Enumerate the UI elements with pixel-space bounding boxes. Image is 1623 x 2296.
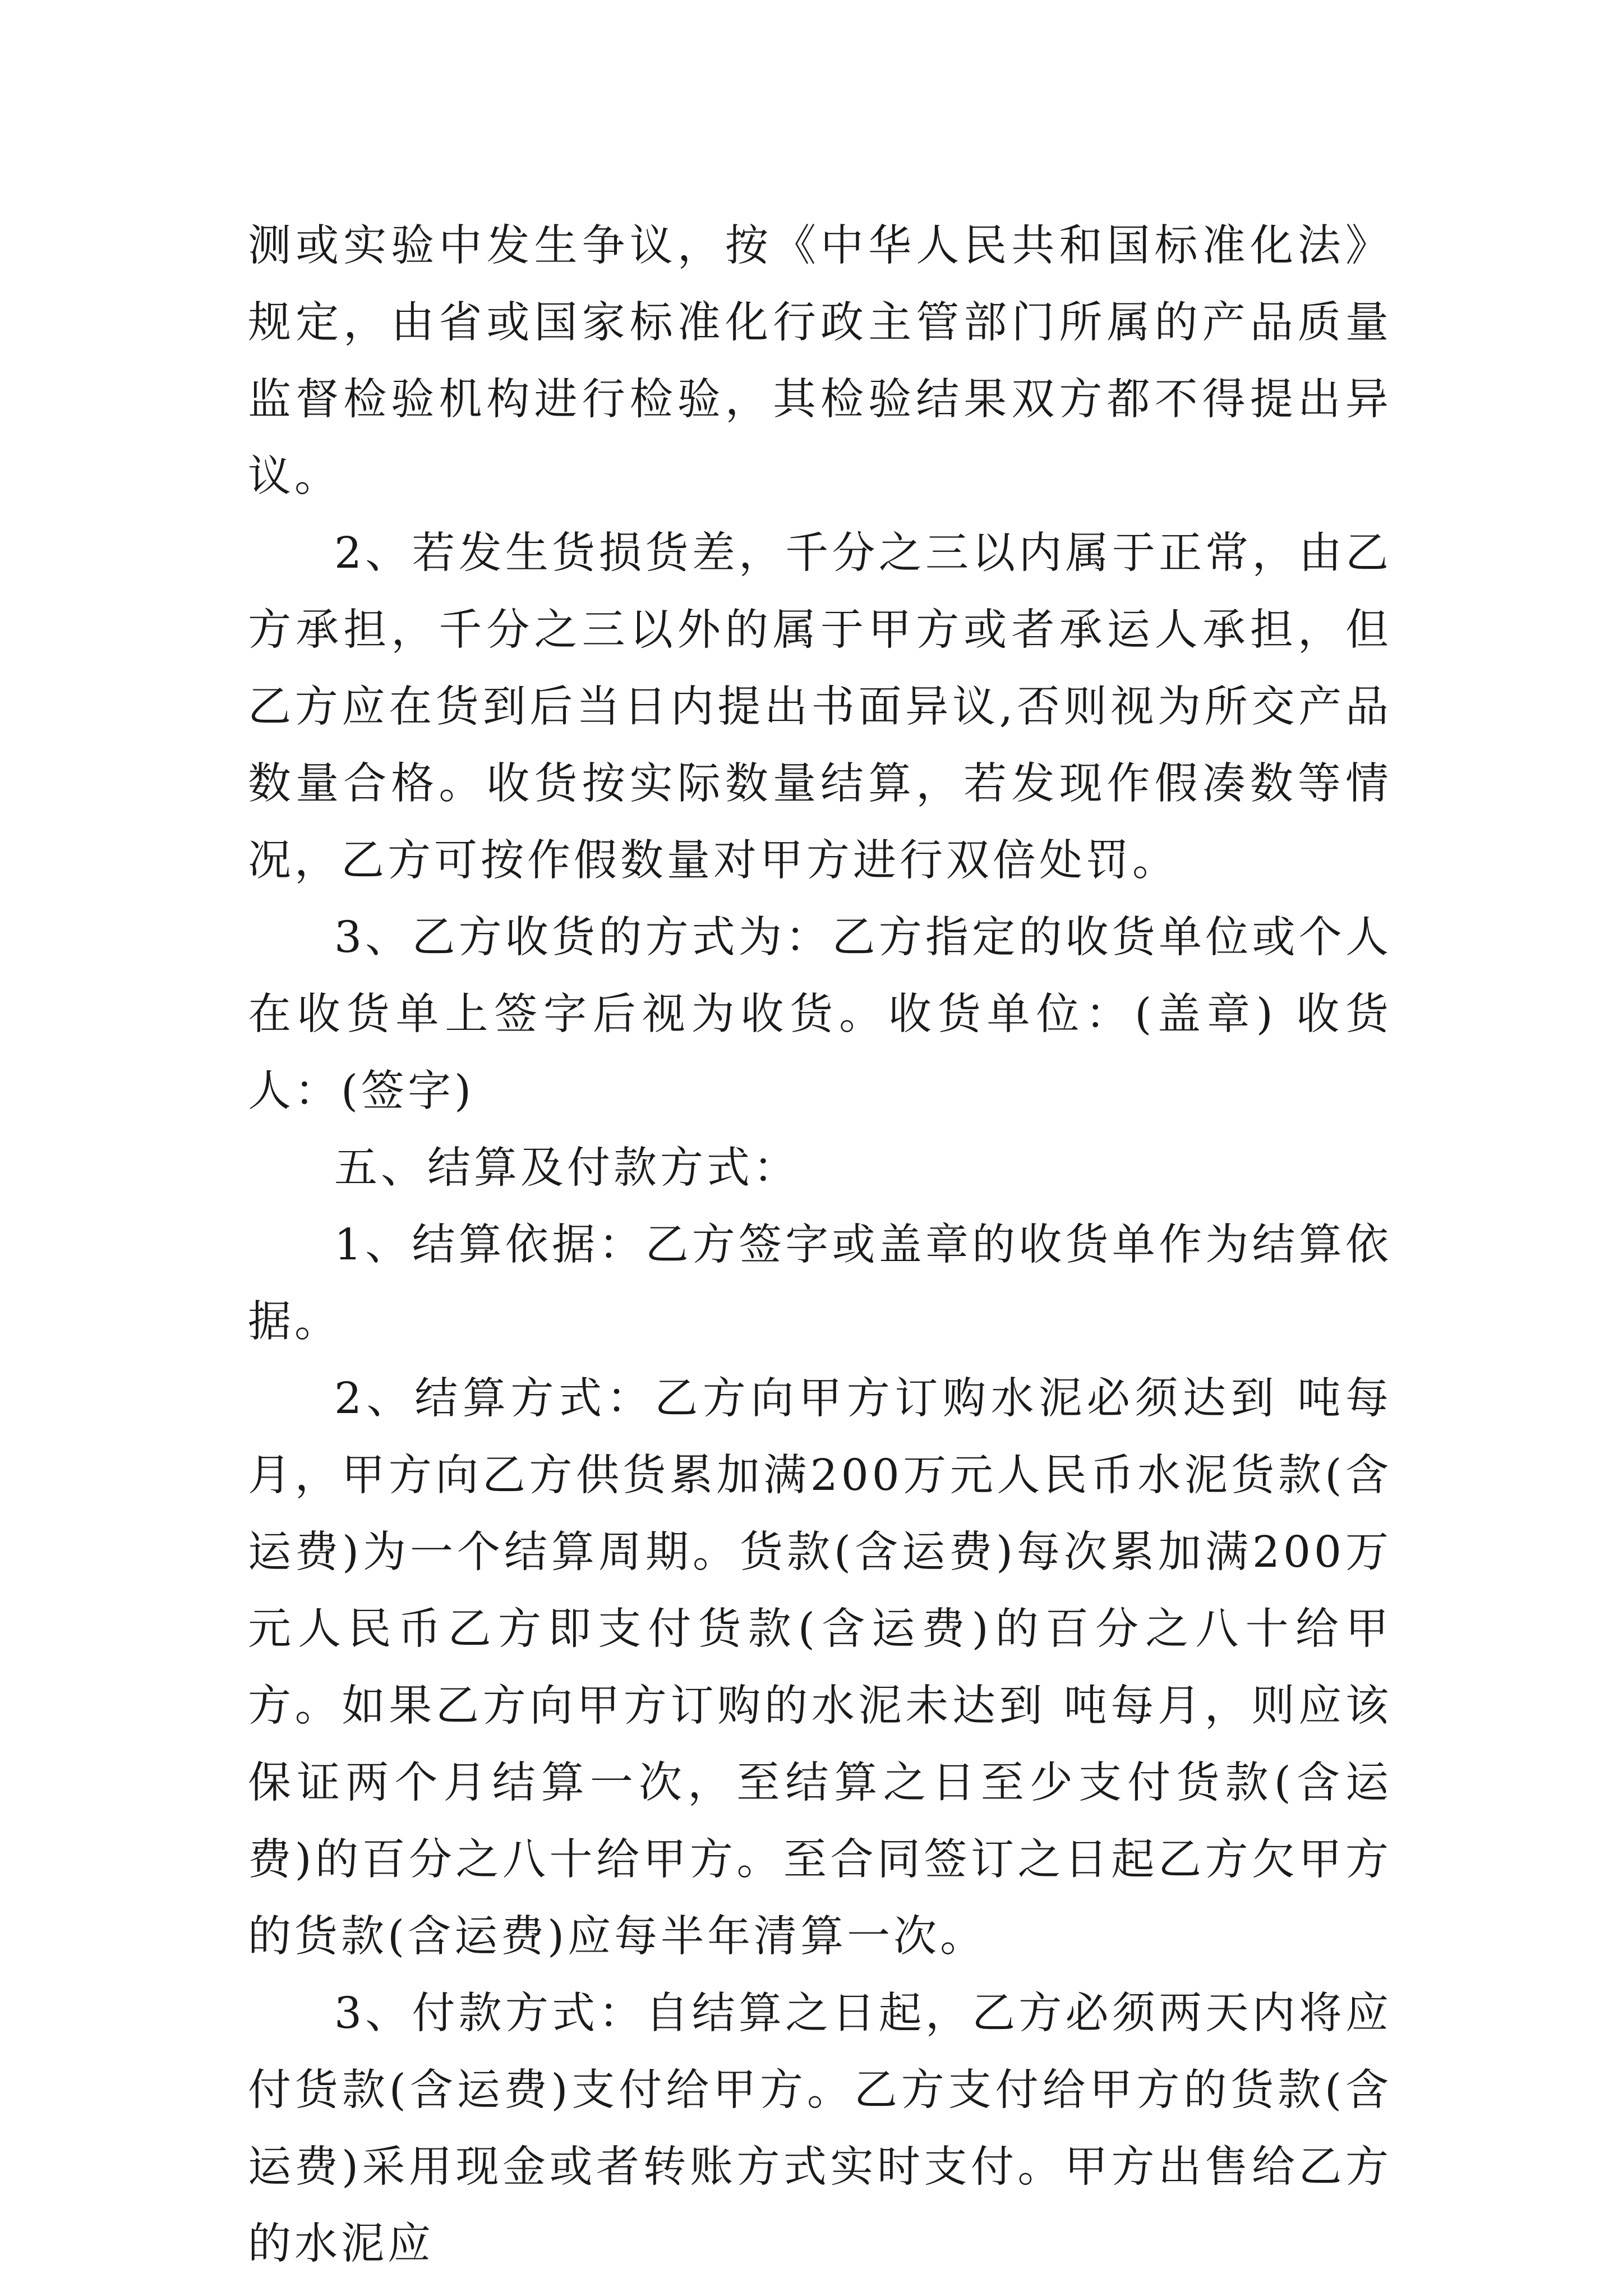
paragraph-receiving-method: 3、乙方收货的方式为：乙方指定的收货单位或个人在收货单上签字后视为收货。收货单位：(盖章) 收货人：(签字) [248, 913, 1392, 1116]
paragraph-settlement-method: 2、结算方式：乙方向甲方订购水泥必须达到 吨每月，甲方向乙方供货累加满200万元人民币水泥货款(含运费)为一个结算周期。货款(含运费)每次累加满200万元人民币乙方即支付货款(含运费)的百分之八十给甲方。如果乙方向甲方订购的水泥未达到 吨每月，则应该保证两个月结算一次，至结算之日至少支付货款(含运费)的百分之八十给甲方。至合同签订之日起乙方欠甲方的货款(含运费)应每半年清算一次。 [248, 1374, 1392, 1962]
document-body [248, 208, 1392, 2283]
paragraph-settlement-basis: 1、结算依据：乙方签字或盖章的收货单作为结算依据。 [248, 1220, 1392, 1347]
paragraph-cargo-loss: 2、若发生货损货差，千分之三以内属于正常，由乙方承担，千分之三以外的属于甲方或者承运人承担，但乙方应在货到后当日内提出书面异议,否则视为所交产品数量合格。收货按实际数量结算，若发现作假凑数等情况，乙方可按作假数量对甲方进行双倍处罚。 [248, 528, 1392, 886]
paragraph-inspection-dispute: 测或实验中发生争议，按《中华人民共和国标准化法》规定，由省或国家标准化行政主管部门所属的产品质量监督检验机构进行检验，其检验结果双方都不得提出异议。 [248, 221, 1392, 501]
section-heading-settlement: 五、结算及付款方式： [334, 1143, 800, 1193]
paragraph-payment-method: 3、付款方式：自结算之日起，乙方必须两天内将应付货款(含运费)支付给甲方。乙方支付给甲方的货款(含运费)采用现金或者转账方式实时支付。甲方出售给乙方的水泥应 [248, 1989, 1392, 2269]
